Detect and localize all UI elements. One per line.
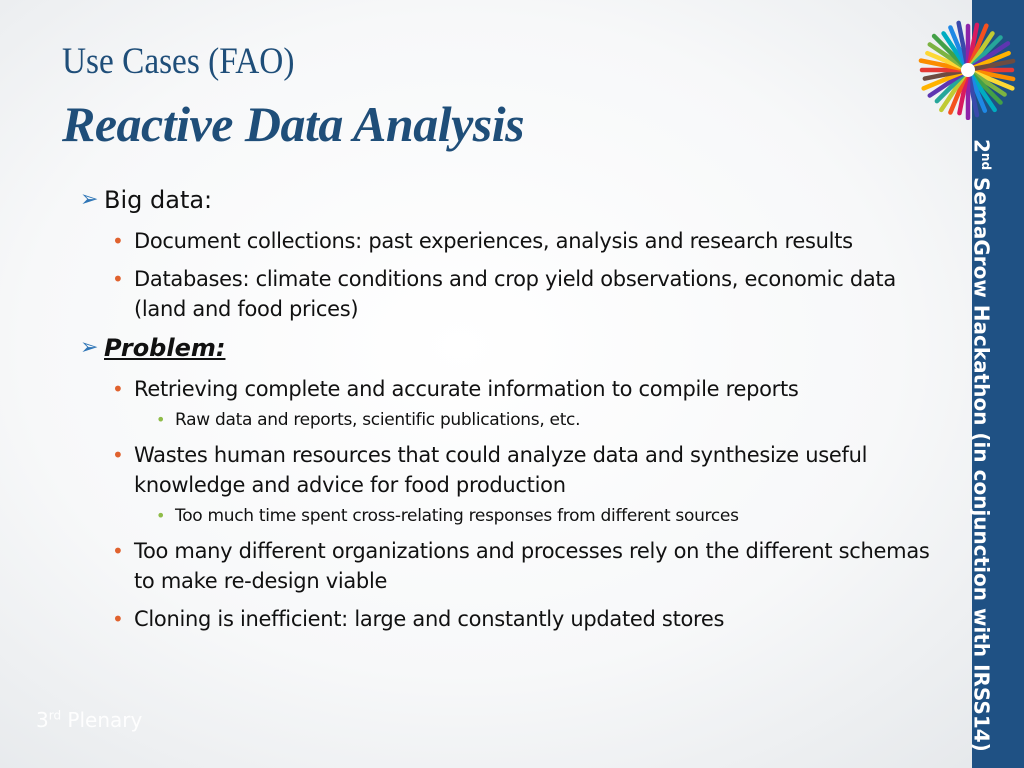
footer-text: [36, 708, 142, 732]
bullet-dot-icon: •: [112, 539, 124, 563]
bullet-dot-icon: •: [112, 443, 124, 467]
footer-sup: rd: [48, 708, 62, 723]
list-item-text: Cloning is inefficient: large and constantly updated stores: [134, 607, 725, 631]
list-item-text: Retrieving complete and accurate information to compile reports: [134, 377, 799, 401]
sub-list-item-text: Too much time spent cross-relating responses from different sources: [175, 506, 739, 526]
list-item: [80, 440, 950, 500]
bullet-dot-icon: •: [112, 377, 124, 401]
sub-list-item-text: Raw data and reports, scientific publications, etc.: [175, 410, 581, 430]
sub-list-item: [80, 408, 950, 432]
title-line1: Use Cases (FAO): [62, 41, 295, 82]
list-item: [80, 264, 950, 324]
title-line2: Reactive Data Analysis: [62, 96, 525, 152]
arrow-bullet-icon: ➢: [80, 187, 99, 212]
list-item: [80, 604, 950, 634]
bullet-big-data-text: Big data:: [104, 186, 213, 214]
sidebar-text: SemaGrow Hackathon (in conjunction with IRSS14): [969, 170, 994, 752]
list-item-text: Wastes human resources that could analyze data and synthesize useful knowledge and advice for food production: [134, 443, 868, 497]
arrow-bullet-icon: ➢: [80, 335, 99, 360]
list-item: [80, 226, 950, 256]
list-item-text: Document collections: past experiences, analysis and research results: [134, 229, 853, 253]
list-item-text: Databases: climate conditions and crop yield observations, economic data (land and food prices): [134, 267, 896, 321]
bullet-dot-icon: •: [112, 607, 124, 631]
starburst-logo-icon: [918, 20, 1018, 120]
bullet-big-data: [80, 184, 950, 216]
footer-label: Plenary: [61, 708, 143, 732]
sidebar-event-title: [969, 139, 998, 752]
bullet-problem-text: Problem:: [104, 334, 226, 362]
footer-num: 3: [36, 708, 49, 732]
list-item: [80, 374, 950, 404]
bullet-dot-icon: •: [112, 229, 124, 253]
list-item: [80, 536, 950, 596]
slide-content: [80, 184, 950, 642]
bullet-dot-icon: •: [156, 410, 166, 429]
bullet-dot-icon: •: [156, 506, 166, 525]
sub-list-item: [80, 504, 950, 528]
bullet-dot-icon: •: [112, 267, 124, 291]
sidebar-sup: nd: [979, 152, 993, 171]
bullet-problem: [80, 332, 950, 364]
list-item-text: Too many different organizations and processes rely on the different schemas to make re-design viable: [134, 539, 930, 593]
sidebar-num: 2: [969, 139, 994, 153]
